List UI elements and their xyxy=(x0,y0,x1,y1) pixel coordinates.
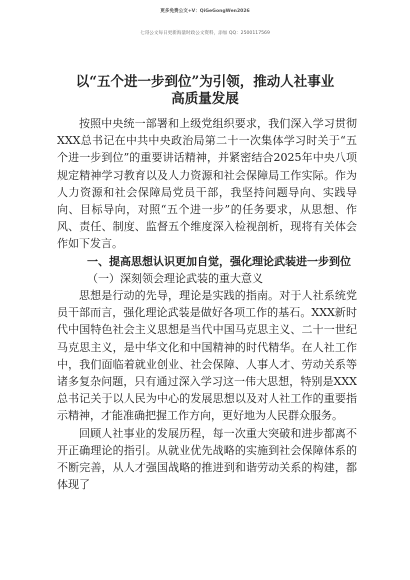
section-heading: 一、提高思想认识更加自觉，强化理论武装进一步到位 xyxy=(87,254,351,268)
document-title xyxy=(50,74,360,108)
document-body xyxy=(57,115,357,493)
title-line-2: 高质量发展 xyxy=(171,91,239,107)
body-paragraph-2: 思想是行动的先导，理论是实践的指南。对于人社系统党员干部而言，强化理论武装是做好各项工作的基石。XXX新时代中国特色社会主义思想是当代中国马克思主义、二十一世纪马克思主义，是中华文化和中国精神的时代精华。在人社工作中，我们面临着就业创业、社会保障、人事人才、劳动关系等诸多复杂问题，只有通过深入学习这一伟大思想，特别是XXX总书记关于以人民为中心的发展思想以及对人社工作的重要指示精神，才能准确把握工作方向，更好地为人民群众服务。 xyxy=(57,289,357,423)
body-paragraph-3: 回顾人社事业的发展历程，每一次重大突破和进步都离不开正确理论的指引。从就业优先战略的实施到社会保障体系的不断完善，从人才强国战略的推进到和谐劳动关系的构建，都体现了 xyxy=(57,426,357,492)
header-sub-text: 七哥公文每日更新海量时政公文资料，添加 QQ：2500117569 xyxy=(140,31,270,36)
subsection-heading: （一）深刻领会理论武装的重大意义 xyxy=(87,271,263,285)
intro-paragraph: 按照中央统一部署和上级党组织要求，我们深入学习贯彻XXX总书记在中共中央政治局第二十一次集体学习时关于“五个进一步到位”的重要讲话精神，并紧密结合2025年中央八项规定精神学习教育以及人力资源和社会保障局工作实际。作为人力资源和社会保障局党员干部，我坚持问题导向、实践导向、目标导向，对照“五个进一步”的任务要求，从思想、作风、责任、制度、监督五个维度深入检视剖析，现将有关体会作如下发言。 xyxy=(57,117,357,251)
header-promo-text: 更多免费公文+V：QiGeGongWen2026 xyxy=(160,9,250,14)
title-line-1: 以“五个进一步到位”为引领，推动人社事业 xyxy=(75,74,335,90)
